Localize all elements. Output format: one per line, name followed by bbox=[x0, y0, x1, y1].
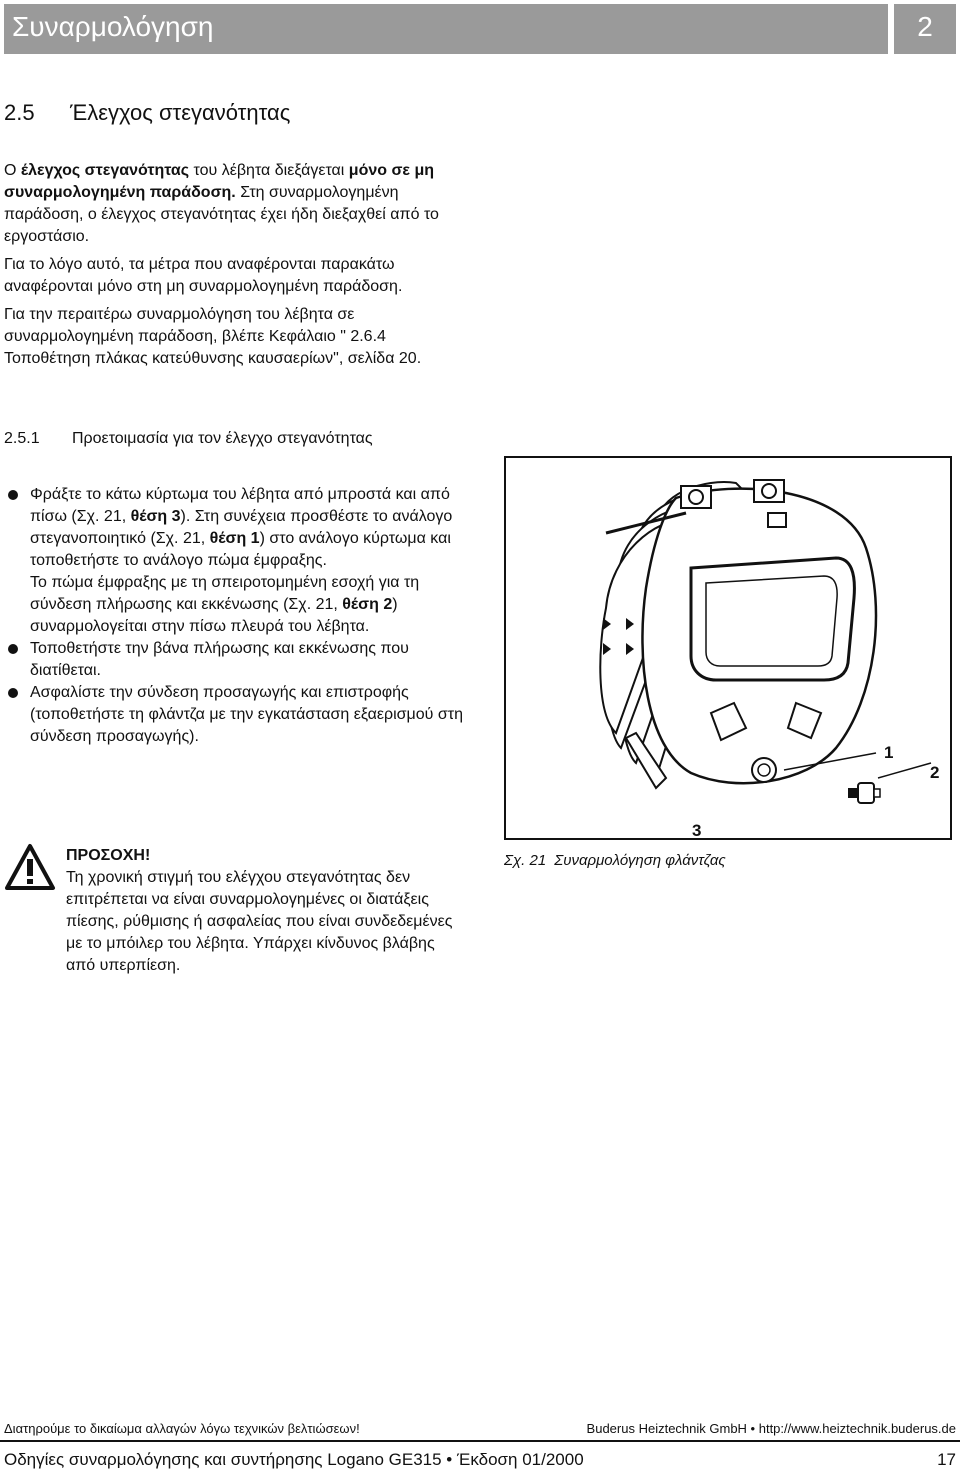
text: Στη συναρμολογημένη παράδοση, ο έλεγχος στεγανότητας έχει ήδη διεξαχθεί από το εργοστάσιο. bbox=[4, 184, 439, 245]
section-title: Έλεγχος στεγανότητας bbox=[70, 100, 291, 125]
warning-block bbox=[66, 845, 466, 977]
intro-paragraph-3: Για την περαιτέρω συναρμολόγηση του λέβητα σε συναρμολογημένη παράδοση, βλέπε Κεφάλαιο " 2.6.4 Τοποθέτηση πλάκας κατεύθυνσης καυσαερίων", σελίδα 20. bbox=[4, 306, 422, 367]
figure-boiler-drawing bbox=[504, 456, 952, 840]
bold-text: μόνο σε μη συναρμολογημένη παράδοση. bbox=[4, 162, 435, 201]
text: Φράξτε το κάτω κύρτωμα του λέβητα από μπροστά και από πίσω (Σχ. 21, bbox=[30, 486, 450, 525]
page-header-title: Συναρμολόγηση bbox=[4, 4, 888, 54]
figure-title: Συναρμολόγηση φλάντζας bbox=[554, 852, 726, 869]
bullet-icon bbox=[8, 688, 18, 698]
bullet-icon bbox=[8, 490, 18, 500]
bold-text: θέση 1 bbox=[209, 530, 260, 547]
warning-text: Τη χρονική στιγμή του ελέγχου στεγανότητας δεν επιτρέπεται να είναι συναρμολογημένες οι διατάξεις πίεσης, ρύθμισης ή ασφαλείας που είναι συνδεδεμένες με το μπόιλερ του λέβητα. Υπάρχει κίνδυνος βλάβης από υπερπίεση. bbox=[66, 869, 453, 974]
text: Το πώμα έμφραξης με τη σπειροτομημένη εσοχή για τη σύνδεση πλήρωσης και εκκένωσης (Σχ. 21, bbox=[30, 574, 420, 613]
text: ) συναρμολογείται στην πίσω πλευρά του λέβητα. bbox=[30, 596, 398, 635]
page-number: 17 bbox=[937, 1450, 956, 1469]
bold-text: έλεγχος στεγανότητας bbox=[20, 162, 190, 179]
subsection-number: 2.5.1 bbox=[4, 430, 40, 447]
text: ). Στη συνέχεια προσθέστε το ανάλογο στεγανοποιητικό (Σχ. 21, bbox=[30, 508, 453, 547]
list-item bbox=[4, 638, 474, 682]
section-heading bbox=[4, 100, 290, 126]
figure-label-2: 2 bbox=[930, 763, 940, 782]
intro-paragraph-2: Για το λόγο αυτό, τα μέτρα που αναφέρονται παρακάτω αναφέρονται μόνο στη μη συναρμολογημένη παράδοση. bbox=[4, 256, 403, 295]
footer-company: Buderus Heiztechnik GmbH • http://www.heiztechnik.buderus.de bbox=[586, 1421, 956, 1436]
text: Τοποθετήστε την βάνα πλήρωσης και εκκένωσης που διατίθεται. bbox=[30, 640, 409, 679]
text: ) στο ανάλογο κύρτωμα και τοποθετήστε το ανάλογο πώμα έμφραξης. bbox=[30, 530, 451, 569]
chapter-number: 2 bbox=[894, 4, 956, 54]
bold-text: θέση 2 bbox=[342, 596, 393, 613]
footer-document-title: Οδηγίες συναρμολόγησης και συντήρησης Logano GE315 • Έκδοση 01/2000 bbox=[4, 1450, 584, 1469]
figure-label-3: 3 bbox=[692, 821, 702, 838]
text: Ο bbox=[4, 162, 21, 179]
footer-divider bbox=[0, 1440, 960, 1442]
boiler-drawing bbox=[506, 458, 950, 838]
bullet-icon bbox=[8, 644, 18, 654]
subsection-title: Προετοιμασία για τον έλεγχο στεγανότητας bbox=[72, 430, 373, 447]
figure-label-1: 1 bbox=[884, 743, 894, 762]
section-number: 2.5 bbox=[4, 100, 35, 125]
footer-disclaimer: Διατηρούμε το δικαίωμα αλλαγών λόγω τεχνικών βελτιώσεων! bbox=[4, 1421, 360, 1436]
bold-text: θέση 3 bbox=[130, 508, 181, 525]
warning-triangle-icon bbox=[4, 843, 56, 896]
text: του λέβητα διεξάγεται bbox=[189, 162, 349, 179]
subsection-heading bbox=[4, 430, 373, 448]
text: Ασφαλίστε την σύνδεση προσαγωγής και επιστροφής (τοποθετήστε τη φλάντζα με την εγκατάσταση εξαερισμού στη σύνδεση προσαγωγής). bbox=[30, 684, 463, 745]
list-item bbox=[4, 484, 474, 638]
figure-caption bbox=[504, 852, 726, 869]
figure-number: Σχ. 21 bbox=[504, 852, 547, 869]
intro-paragraph-1 bbox=[4, 160, 474, 248]
warning-heading: ΠΡΟΣΟΧΗ! bbox=[66, 847, 151, 864]
list-item bbox=[4, 682, 474, 748]
instruction-list bbox=[4, 484, 474, 748]
